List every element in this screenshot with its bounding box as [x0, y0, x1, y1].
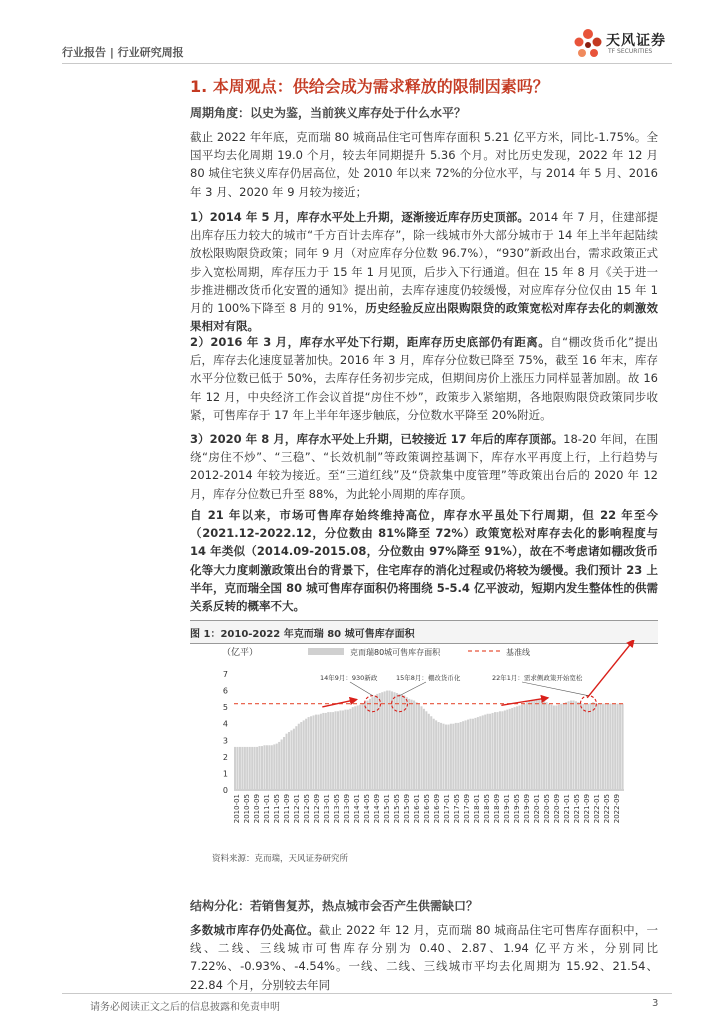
inventory-bar — [286, 734, 288, 790]
inventory-bar — [565, 702, 567, 790]
x-tick-label: 2022-01 — [593, 794, 601, 824]
x-tick-label: 2020-01 — [533, 794, 541, 824]
x-tick-label: 2011-05 — [273, 794, 281, 824]
inventory-bar — [384, 691, 386, 790]
inventory-bar — [501, 711, 503, 790]
x-tick-label: 2017-01 — [443, 794, 451, 824]
legend-bar-swatch — [308, 648, 344, 655]
inventory-bar — [536, 699, 538, 790]
x-tick-label: 2017-05 — [453, 794, 461, 824]
x-tick-label: 2012-05 — [303, 794, 311, 824]
cycle-subhead: 周期角度：以史为鉴，当前狭义库存处于什么水平？ — [190, 106, 467, 120]
inventory-bar — [575, 701, 577, 790]
inventory-bar — [411, 700, 413, 790]
inventory-bar — [398, 694, 400, 790]
inventory-chart — [200, 640, 660, 840]
inventory-bar — [599, 704, 601, 790]
cycle-summary-paragraph: 自 21 年以来，市场可售库存始终维持高位，库存水平虽处下行周期，但 22 年至今（2021.12-2022.12，分位数由 81%降至 72%）政策宽松对库存去化的影响程度与 14 年类似（2014.09-2015.08，分位数由 97%降至 91%），故在不考虑诸如棚改货币化等大力度刺激政策出台的背景下，住宅库存的消化过程或仍将较为缓慢。我们预计 23 上半年，克而瑞全国 80 城可售库存面积仍将围绕 5-5.4 亿平波动，短期内发生整体性的供需关系反转的概率不大。 — [190, 508, 658, 614]
x-tick-label: 2012-01 — [293, 794, 301, 824]
x-tick-label: 2017-09 — [463, 794, 471, 824]
inventory-bar — [514, 707, 516, 790]
inventory-bar — [484, 715, 486, 790]
inventory-bar — [572, 701, 574, 790]
inventory-bar — [506, 710, 508, 790]
inventory-bar — [268, 745, 270, 790]
inventory-bar — [442, 724, 444, 790]
x-tick-label: 2011-09 — [283, 794, 291, 824]
inventory-bar — [244, 747, 246, 790]
inventory-bar — [352, 707, 354, 790]
inventory-bar — [261, 746, 263, 790]
inventory-bar — [563, 703, 565, 790]
y-tick-label: 7 — [222, 670, 228, 679]
x-tick-label: 2012-09 — [313, 794, 321, 824]
inventory-bar — [538, 699, 540, 790]
inventory-bar — [295, 726, 297, 790]
inventory-bar — [241, 747, 243, 790]
inventory-bar — [259, 746, 261, 790]
inventory-bar — [622, 704, 624, 790]
inventory-bar — [494, 712, 496, 790]
inventory-bar — [344, 710, 346, 790]
inventory-bar — [293, 729, 295, 790]
brand-flower-icon — [570, 26, 606, 62]
inventory-bar — [327, 712, 329, 790]
inventory-bar — [305, 719, 307, 790]
inventory-bar — [246, 747, 248, 790]
footer-divider — [62, 993, 672, 994]
inventory-bar — [357, 705, 359, 790]
annotation-label: 22年1月：需求侧政策开始宽松 — [492, 674, 583, 682]
paragraph-2016-body: 自“棚改货币化”提出后，库存去化速度显著加快。2016 年 3 月，库存分位数已降至 75%，截至 16 年末，库存水平分位数已低于 50%，去库存任务初步完成，但期间房价上涨压力同样显著加剧。故 16 年 12 月，中央经济工作会议首提“房住不炒”，政策步入紧缩期，各地限购限贷政策同步收紧，可售库存于 17 年上半年年逐步触底，分位数水平降至 20%附近。 — [190, 335, 658, 422]
paragraph-2014-tail: 历史经验反应出限购限贷的政策宽松对库存去化的刺激效果相对有限。 — [190, 301, 658, 334]
x-tick-label: 2014-09 — [373, 794, 381, 824]
inventory-bar — [408, 699, 410, 790]
inventory-bar — [612, 704, 614, 790]
inventory-bar — [472, 719, 474, 790]
inventory-bar — [519, 705, 521, 790]
inventory-bar — [487, 714, 489, 790]
inventory-bar — [489, 714, 491, 790]
inventory-bar — [315, 715, 317, 790]
inventory-bar — [509, 709, 511, 790]
inventory-bar — [533, 700, 535, 790]
inventory-bar — [325, 713, 327, 790]
inventory-bar — [558, 705, 560, 790]
inventory-bar — [492, 713, 494, 790]
inventory-bar — [273, 744, 275, 790]
inventory-bar — [482, 715, 484, 790]
inventory-bar — [366, 701, 368, 790]
y-tick-label: 6 — [222, 686, 228, 696]
inventory-bar — [582, 704, 584, 790]
figure-source: 资料来源：克而瑞，天风证券研究所 — [212, 854, 349, 864]
inventory-bar — [386, 691, 388, 790]
x-tick-label: 2021-09 — [583, 794, 591, 824]
inventory-bar — [553, 705, 555, 790]
inventory-bar — [376, 694, 378, 790]
cycle-intro-paragraph: 截止 2022 年年底，克而瑞 80 城商品住宅可售库存面积 5.21 亿平方米，同比-1.75%。全国平均去化周期 19.0 个月，较去年同期提升 5.36 个月。对比历史发现，2022 年 12 月 80 城住宅狭义库存仍居高位，处 2010 年以来 72%的分位水平，与 2014 年 5 月、2016 年 3 月、2020 年 9 月较为接近； — [190, 130, 658, 199]
inventory-bar — [298, 724, 300, 790]
chart-ylabel: （亿平） — [222, 648, 259, 658]
inventory-bar — [337, 711, 339, 790]
x-tick-label: 2010-09 — [253, 794, 261, 824]
inventory-bar — [543, 701, 545, 790]
x-tick-label: 2018-05 — [483, 794, 491, 824]
inventory-bar — [430, 716, 432, 790]
y-tick-label: 5 — [222, 703, 228, 713]
brand-name: 天风证券 — [606, 33, 666, 49]
x-tick-label: 2015-09 — [403, 794, 411, 824]
inventory-bar — [435, 720, 437, 790]
inventory-bar — [477, 717, 479, 790]
inventory-bar — [317, 715, 319, 790]
inventory-bar — [428, 714, 430, 790]
inventory-bar — [602, 704, 604, 790]
inventory-bar — [450, 724, 452, 790]
x-tick-label: 2010-01 — [233, 794, 241, 824]
structure-paragraph — [190, 921, 658, 994]
inventory-bar — [322, 713, 324, 790]
x-tick-label: 2015-01 — [383, 794, 391, 824]
inventory-bar — [379, 693, 381, 790]
paragraph-2014-body: 2014 年 7 月，住建部提出库存压力较大的城市“千方百计去库存”，除一线城市外大部分城市于 14 年上半年起陆续放松限购限贷政策；同年 9 月（对应库存分位数 96.7%），“930”新政出台，需求政策正式步入宽松周期，库存压力于 15 年 1 月见顶，后步入下行通道。但在 15 年 8 月《关于进一步推进棚改货币化安置的通知》提出前，去库存速度仍较缓慢，对应库存分位仅由 15 年 1 月的 100%下降至 8 月的 91%， — [190, 210, 658, 316]
inventory-bar — [595, 703, 597, 790]
inventory-bar — [416, 702, 418, 790]
inventory-bar — [271, 745, 273, 790]
x-tick-label: 2016-01 — [413, 794, 421, 824]
inventory-bar — [349, 709, 351, 790]
inventory-bar — [465, 720, 467, 790]
inventory-bar — [560, 704, 562, 790]
inventory-bar — [236, 747, 238, 790]
inventory-bar — [474, 718, 476, 790]
inventory-bar — [347, 710, 349, 790]
x-tick-label: 2016-09 — [433, 794, 441, 824]
x-tick-label: 2010-05 — [243, 794, 251, 824]
inventory-bar — [469, 719, 471, 790]
inventory-bar — [256, 747, 258, 790]
header-divider — [62, 63, 672, 64]
inventory-bar — [300, 722, 302, 790]
paragraph-2020 — [190, 430, 658, 503]
annotation-label: 14年9月：930新政 — [320, 674, 378, 682]
inventory-bar — [516, 706, 518, 790]
x-tick-label: 2013-01 — [323, 794, 331, 824]
inventory-bar — [546, 702, 548, 790]
annotation-leader — [350, 682, 373, 696]
inventory-bar — [499, 711, 501, 790]
x-tick-label: 2022-05 — [603, 794, 611, 824]
section-title: 1. 本周观点：供给会成为需求释放的限制因素吗？ — [190, 77, 549, 96]
inventory-bar — [288, 732, 290, 790]
inventory-bar — [541, 700, 543, 790]
inventory-bar — [577, 702, 579, 790]
inventory-bar — [251, 747, 253, 790]
inventory-bar — [433, 719, 435, 790]
structure-paragraph-body: 截止 2022 年 12 月，克而瑞 80 城商品住宅可售库存面积中，一线、二线、三线城市可售库存分别为 0.40、2.87、1.94 亿平方米，分别同比 7.22%、-0.93%、-4.54%。一线、二线、三线城市平均去化周期为 15.92、21.54、22.84 个月，分别较去年同 — [190, 923, 658, 992]
inventory-bar — [548, 704, 550, 790]
inventory-bar — [320, 714, 322, 790]
inventory-bar — [496, 712, 498, 790]
inventory-bar — [342, 710, 344, 790]
x-tick-label: 2014-05 — [363, 794, 371, 824]
inventory-bar — [619, 704, 621, 790]
inventory-bar — [585, 704, 587, 790]
y-tick-label: 3 — [222, 736, 228, 746]
inventory-bar — [462, 721, 464, 790]
inventory-bar — [550, 705, 552, 790]
paragraph-2016 — [190, 333, 658, 424]
x-tick-label: 2019-05 — [513, 794, 521, 824]
inventory-bar — [335, 711, 337, 790]
paragraph-2014 — [190, 208, 658, 335]
inventory-bar — [312, 715, 314, 790]
inventory-bar — [354, 706, 356, 790]
figure-title: 图 1：2010-2022 年克而瑞 80 城可售库存面积 — [190, 620, 658, 644]
inventory-bar — [364, 702, 366, 790]
x-tick-label: 2020-09 — [553, 794, 561, 824]
x-tick-label: 2020-05 — [543, 794, 551, 824]
inventory-bar — [455, 723, 457, 790]
y-tick-label: 2 — [222, 752, 228, 762]
structure-subhead: 结构分化：若销售复苏，热点城市会否产生供需缺口？ — [190, 899, 479, 913]
inventory-bar — [467, 720, 469, 790]
inventory-bar — [420, 706, 422, 790]
inventory-bar — [460, 722, 462, 790]
inventory-bar — [239, 747, 241, 790]
x-tick-label: 2019-01 — [503, 794, 511, 824]
inventory-bar — [278, 742, 280, 790]
y-tick-label: 4 — [222, 719, 228, 729]
inventory-bar — [555, 705, 557, 790]
annotation-leader — [400, 682, 426, 696]
inventory-bar — [526, 702, 528, 790]
inventory-bar — [479, 716, 481, 790]
inventory-bar — [438, 722, 440, 790]
inventory-bar — [614, 704, 616, 790]
annotation-leader — [522, 682, 588, 696]
inventory-bar — [521, 705, 523, 790]
inventory-bar — [531, 701, 533, 790]
inventory-bar — [607, 704, 609, 790]
footer-disclaimer: 请务必阅读正文之后的信息披露和免责申明 — [90, 1002, 280, 1013]
inventory-bar — [609, 704, 611, 790]
inventory-bar — [266, 745, 268, 790]
inventory-bar — [587, 704, 589, 790]
inventory-bar — [281, 739, 283, 790]
report-category: 行业报告 | 行业研究周报 — [62, 46, 184, 59]
inventory-bar — [423, 709, 425, 790]
inventory-bar — [447, 725, 449, 790]
inventory-bar — [276, 744, 278, 790]
x-tick-label: 2013-05 — [333, 794, 341, 824]
inventory-bar — [381, 692, 383, 790]
brand-sub: TF SECURITIES — [608, 48, 653, 55]
x-tick-label: 2018-01 — [473, 794, 481, 824]
inventory-bar — [330, 712, 332, 790]
inventory-bar — [303, 720, 305, 790]
structure-paragraph-head: 多数城市库存仍处高位。 — [190, 923, 319, 937]
inventory-bar — [570, 701, 572, 790]
x-tick-label: 2015-05 — [393, 794, 401, 824]
inventory-bar — [511, 708, 513, 790]
y-tick-label: 0 — [222, 786, 228, 795]
inventory-bar — [249, 747, 251, 790]
inventory-bar — [396, 693, 398, 790]
inventory-bar — [580, 703, 582, 790]
inventory-bar — [234, 747, 236, 790]
inventory-bar — [504, 710, 506, 790]
inventory-bar — [389, 691, 391, 790]
inventory-bar — [310, 716, 312, 790]
inventory-bar — [590, 703, 592, 790]
x-tick-label: 2013-09 — [343, 794, 351, 824]
inventory-bar — [369, 699, 371, 790]
inventory-bar — [418, 704, 420, 790]
inventory-bar — [592, 702, 594, 790]
inventory-bar — [528, 701, 530, 790]
inventory-bar — [308, 717, 310, 790]
inventory-bar — [452, 724, 454, 790]
x-tick-label: 2021-01 — [563, 794, 571, 824]
paragraph-2014-head: 1）2014 年 5 月，库存水平处上升期，逐渐接近库存历史顶部。 — [190, 210, 529, 224]
annotation-label: 15年8月：棚改货币化 — [396, 674, 461, 682]
legend-series-label: 克而瑞80城可售库存面积 — [350, 648, 441, 657]
x-tick-label: 2019-09 — [523, 794, 531, 824]
inventory-bar — [413, 701, 415, 790]
inventory-bar — [254, 747, 256, 790]
inventory-bar — [457, 723, 459, 790]
brand-logo — [570, 26, 680, 62]
inventory-bar — [393, 692, 395, 790]
inventory-bar — [617, 704, 619, 790]
inventory-bar — [406, 697, 408, 790]
paragraph-2016-head: 2）2016 年 3 月，库存水平处下行期，距库存历史底部仍有距离。 — [190, 335, 551, 349]
x-tick-label: 2011-01 — [263, 794, 271, 824]
inventory-bar — [290, 730, 292, 790]
inventory-bar — [332, 712, 334, 790]
inventory-bar — [445, 725, 447, 790]
legend-baseline-label: 基准线 — [506, 648, 530, 657]
page-number: 3 — [652, 998, 659, 1009]
inventory-bar — [597, 704, 599, 790]
y-tick-label: 1 — [222, 769, 228, 779]
x-tick-label: 2021-05 — [573, 794, 581, 824]
x-tick-label: 2018-09 — [493, 794, 501, 824]
trend-arrow — [587, 640, 634, 698]
inventory-bar — [440, 723, 442, 790]
inventory-bar — [359, 705, 361, 790]
inventory-bar — [283, 737, 285, 790]
inventory-bar — [425, 711, 427, 790]
x-tick-label: 2014-01 — [353, 794, 361, 824]
inventory-bar — [362, 703, 364, 790]
x-tick-label: 2016-05 — [423, 794, 431, 824]
inventory-bar — [374, 696, 376, 790]
inventory-bar — [339, 710, 341, 790]
paragraph-2020-head: 3）2020 年 8 月，库存水平处上升期，已较接近 17 年后的库存顶部。 — [190, 432, 564, 446]
inventory-bar — [401, 695, 403, 790]
paragraph-2020-body: 18-20 年间，在围绕“房住不炒”、“三稳”、“长效机制”等政策调控基调下，库存水平再度上行，上行趋势与 2012-2014 年较为接近。至“三道红线”及“贷款集中度管理”等政策出台后的 2020 年 12 月，库存分位数已升至 88%，为此轮小周期的库存顶。 — [190, 432, 659, 501]
x-tick-label: 2022-09 — [613, 794, 621, 824]
inventory-bar — [604, 704, 606, 790]
inventory-bar — [263, 745, 265, 790]
inventory-bar — [523, 704, 525, 790]
inventory-bar — [568, 701, 570, 790]
